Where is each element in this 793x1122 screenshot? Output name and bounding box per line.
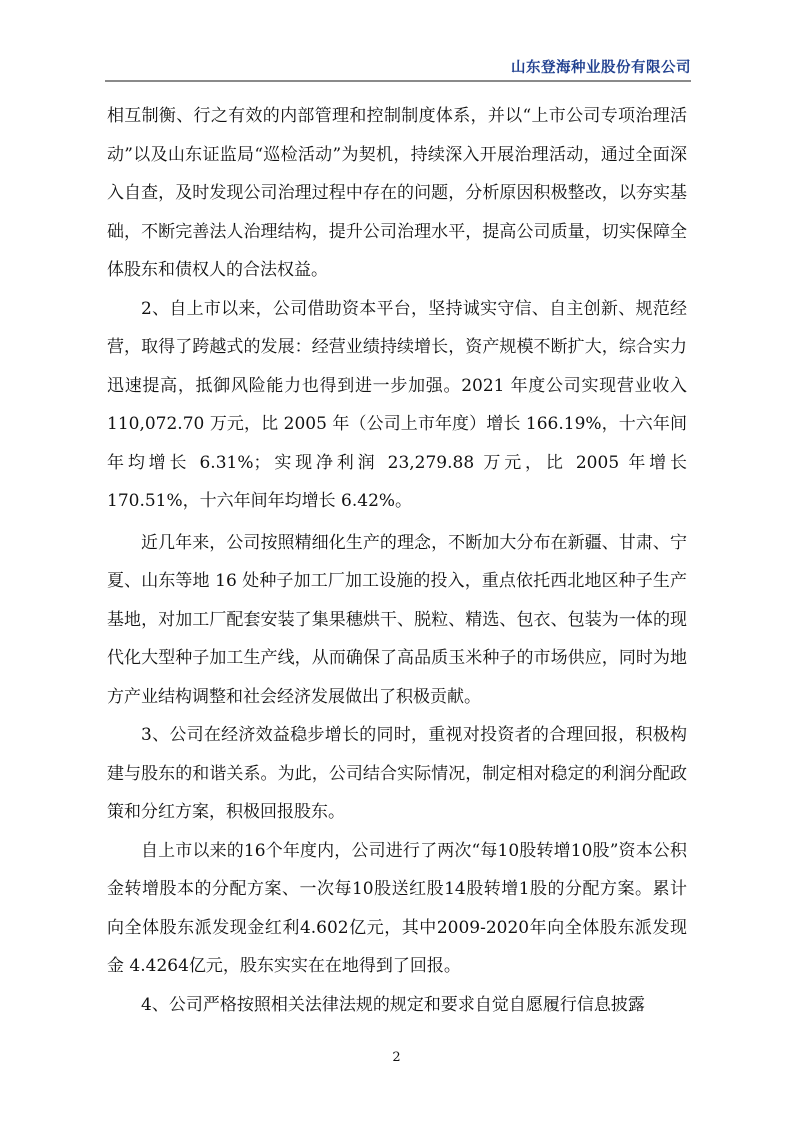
paragraph: 3、公司在经济效益稳步增长的同时，重视对投资者的合理回报，积极构建与股东的和谐关系。为此，公司结合实际情况，制定相对稳定的利润分配政策和分红方案，积极回报股东。 <box>107 725 687 822</box>
company-name: 山东登海种业股份有限公司 <box>511 60 691 76</box>
paragraph: 相互制衡、行之有效的内部管理和控制制度体系，并以“上市公司专项治理活动”以及山东证监局“巡检活动”为契机，持续深入开展治理活动，通过全面深入自查，及时发现公司治理过程中存在的问题，分析原因积极整改，以夯实基础，不断完善法人治理结构，提升公司治理水平，提高公司质量，切实保障全体股东和债权人的合法权益。 <box>107 106 687 280</box>
page-header <box>105 54 691 82</box>
paragraph: 4、公司严格按照相关法律法规的规定和要求自觉自愿履行信息披露 <box>141 994 645 1015</box>
paragraph: 近几年来，公司按照精细化生产的理念，不断加大分布在新疆、甘肃、宁夏、山东等地 16 处种子加工厂加工设施的投入，重点依托西北地区种子生产基地，对加工厂配套安装了集果穗烘干、脱粒、精选、包衣、包装为一体的现代化大型种子加工生产线，从而确保了高品质玉米种子的市场供应，同时为地方产业结构调整和社会经济发展做出了积极贡献。 <box>107 532 687 707</box>
paragraph: 自上市以来的16个年度内，公司进行了两次“每10股转增10股”资本公积金转增股本的分配方案、一次每10股送红股14股转增1股的分配方案。累计向全体股东派发现金红利4.602亿元，其中2009-2020年向全体股东派发现金 4.4264亿元，股东实实在在地得到了回报。 <box>107 840 687 976</box>
body-text <box>107 97 687 1024</box>
paragraph: 2、自上市以来，公司借助资本平台，坚持诚实守信、自主创新、规范经营，取得了跨越式的发展：经营业绩持续增长，资产规模不断扩大，综合实力迅速提高，抵御风险能力也得到进一步加强。2021 年度公司实现营业收入 110,072.70 万元，比 2005 年（公司上市年度）增长 166.19%，十六年间年均增长 6.31%；实现净利润 23,279.88 万元，比 2005 年增长 170.51%，十六年间年均增长 6.42%。 <box>107 298 687 511</box>
page-number: 2 <box>392 1050 401 1065</box>
